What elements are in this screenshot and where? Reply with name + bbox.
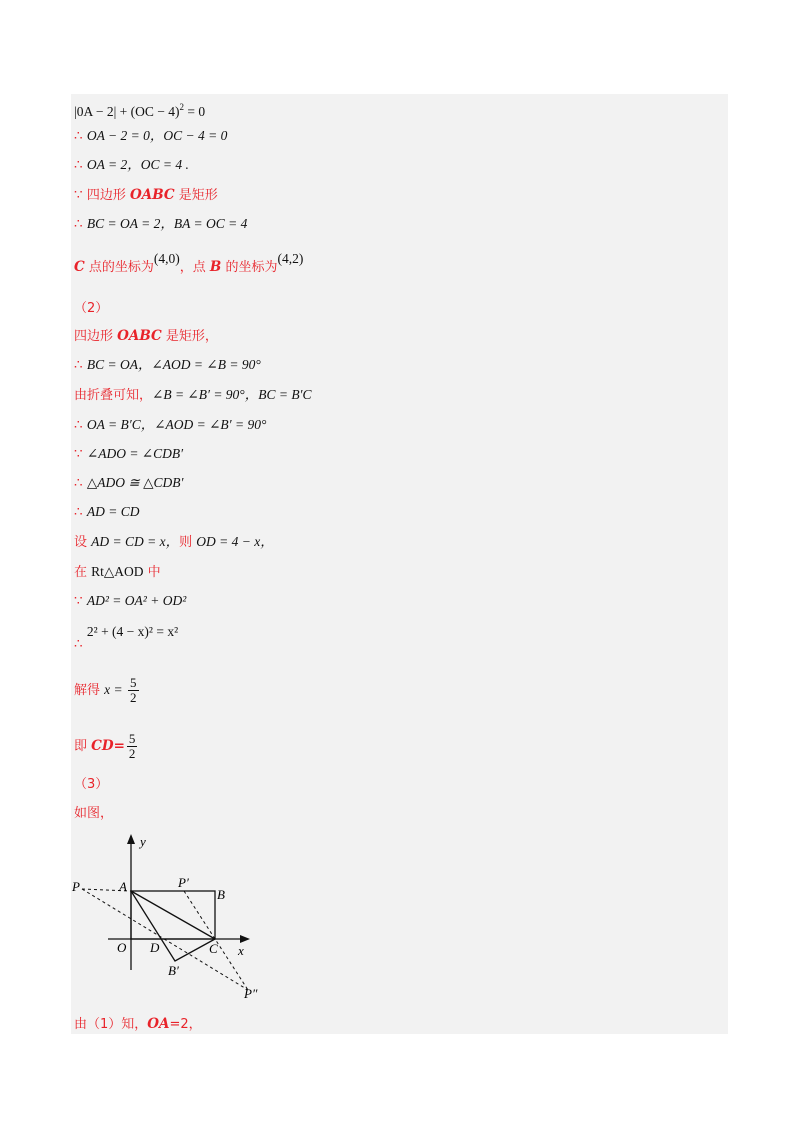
part-3-heading: （3）	[74, 777, 109, 792]
label-a: A	[119, 879, 127, 894]
line-congruent-triangles: ∴ △ADO ≅ △CDB′	[74, 475, 184, 491]
line-as-figure: 如图，	[74, 806, 114, 821]
label-d: D	[150, 940, 160, 955]
line-pythagoras: ∵ AD² = OA² + OD²	[74, 593, 187, 609]
label-p-double-prime: P″	[244, 986, 258, 1001]
fraction-cd: $\frac{5}{2}$	[128, 731, 136, 761]
line-rectangle-2: 四边形 OABC 是矩形，	[74, 328, 218, 344]
label-o: O	[117, 940, 127, 955]
line-coordinates: C 点的坐标为(4,0)，点 B 的坐标为(4,2)	[74, 251, 304, 275]
line-equation-x: ∴ 2² + (4 − x)² = x²	[74, 624, 179, 652]
line-in-triangle: 在 Rt△AOD 中	[74, 564, 161, 580]
line-oa-oc-values: ∴ OA = 2，OC = 4 .	[74, 157, 189, 173]
label-b: B	[217, 887, 225, 902]
line-from-part-1: 由（1）知，OA=2，	[74, 1016, 202, 1032]
label-p-prime: P′	[178, 875, 189, 890]
part-2-heading: （2）	[74, 301, 109, 316]
line-bc-oa-angles: ∴ BC = OA，∠AOD = ∠B = 90°	[74, 357, 261, 373]
segment-ac	[131, 891, 215, 939]
label-p: P	[72, 879, 80, 894]
line-abs-equation: |0A − 2| + (OC − 4)$^2$ = 0	[74, 102, 206, 119]
label-y: y	[140, 834, 146, 849]
geometry-figure	[68, 830, 268, 1010]
line-folding: 由折叠可知，∠B = ∠B′ = 90°，BC = B′C	[74, 387, 312, 403]
label-b-prime: B′	[168, 963, 179, 978]
y-axis-arrow	[127, 834, 135, 844]
line-oa-bprime-c: ∴ OA = B′C，∠AOD = ∠B′ = 90°	[74, 417, 267, 433]
line-cd-value: 即 CD= $\frac{5}{2}$	[74, 731, 136, 761]
line-vertical-angles: ∵ ∠ADO = ∠CDB′	[74, 446, 184, 462]
x-axis-arrow	[240, 935, 250, 943]
fraction-x: $\frac{5}{2}$	[130, 675, 137, 705]
line-let-x: 设 AD = CD = x，则 OD = 4 − x，	[74, 534, 274, 550]
line-ad-cd: ∴ AD = CD	[74, 504, 140, 520]
line-bc-ba-values: ∴ BC = OA = 2，BA = OC = 4	[74, 216, 248, 232]
line-rectangle-premise: ∵ 四边形 OABC 是矩形	[74, 187, 218, 203]
folded-triangle	[131, 891, 215, 961]
label-x: x	[238, 943, 244, 958]
line-solve-x: 解得 x = $\frac{5}{2}$	[74, 675, 137, 705]
label-c: C	[209, 941, 218, 956]
line-oa-oc-zero: ∴ OA − 2 = 0，OC − 4 = 0	[74, 128, 228, 144]
